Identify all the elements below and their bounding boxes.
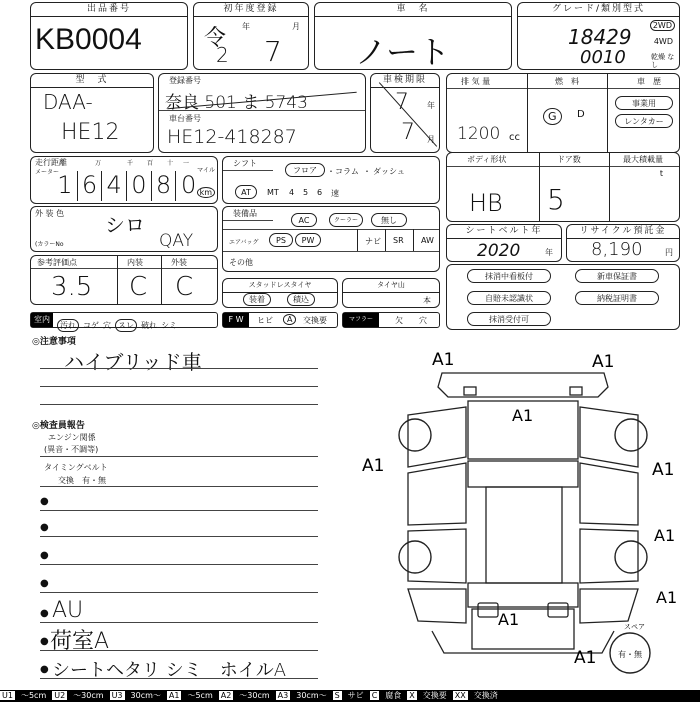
doors-value: 5 xyxy=(547,183,565,216)
interior-grade-label: 内装 xyxy=(127,258,143,267)
equip-airbag: エアバッグ xyxy=(229,239,259,246)
inspection-month: 7 xyxy=(401,120,415,145)
reg-no-box xyxy=(158,73,366,153)
fw-item-1: ヒビ xyxy=(257,316,273,325)
diagram-mark-2: A1 xyxy=(592,352,615,372)
mileage-digit: 4 xyxy=(102,171,127,201)
diagram-mark-4: A1 xyxy=(362,456,385,476)
grade-box xyxy=(517,2,680,70)
unit-man: 万 xyxy=(95,160,102,167)
gear-5: 5 xyxy=(303,188,309,197)
equip-sr: SR xyxy=(393,236,404,245)
engine-check-sub: (異音・不調等) xyxy=(44,445,99,454)
equipment-box xyxy=(222,206,440,272)
color-code-label: (カラーNo xyxy=(35,241,64,248)
color-box xyxy=(30,206,218,252)
interior-check-item: スレ xyxy=(115,319,137,332)
grade-value: 18429 xyxy=(568,25,632,49)
grades-box xyxy=(30,255,218,305)
inspector-line-3: シートヘタリ シミ ホイルA xyxy=(52,660,287,681)
diagram-mark-3: A1 xyxy=(512,406,534,425)
belt-sub: 交換 有・無 xyxy=(58,476,106,485)
legend-code: S xyxy=(334,691,340,700)
diagram-mark-5: A1 xyxy=(652,460,675,480)
shift-floor: フロア xyxy=(285,163,325,177)
equip-cooler: クーラー xyxy=(329,213,363,227)
overall-grade-label: 参考評価点 xyxy=(37,258,77,267)
fuel-label: 燃 料 xyxy=(555,77,579,86)
recycle-value: 8,190 xyxy=(591,239,643,260)
equip-pw: PW xyxy=(295,233,321,247)
mileage-digit: 6 xyxy=(78,171,103,201)
interior-check-items xyxy=(57,313,215,330)
fw-item-3: 交換要 xyxy=(303,316,327,325)
legend-code: U3 xyxy=(111,691,123,700)
chassis-value: HE12-418287 xyxy=(167,126,297,148)
exterior-grade-value: C xyxy=(175,272,194,302)
recycle-label: リサイクル預託金 xyxy=(567,225,679,239)
mileage-digit: 0 xyxy=(181,171,197,199)
model-name: ノート xyxy=(355,33,451,71)
equipment-label: 装備品 xyxy=(233,209,257,218)
doc-item-2: 新車保証書 xyxy=(575,269,659,283)
mileage-digit: 1 xyxy=(53,171,78,201)
first-reg-year: 2 xyxy=(216,43,229,67)
color-code-value: QAY xyxy=(159,231,194,251)
capacity-label: 最大積載量 xyxy=(623,155,663,164)
legend-desc: 〜5cm xyxy=(187,691,213,700)
lot-number: KB0004 xyxy=(35,23,142,56)
spare-value: 有・無 xyxy=(618,650,642,659)
legend-code: A3 xyxy=(277,691,289,700)
type-value-1: DAA- xyxy=(43,90,93,114)
first-reg-month: 7 xyxy=(264,35,282,68)
legend-code: U1 xyxy=(2,691,13,700)
type-value-2: HE12 xyxy=(61,120,120,145)
legend-code: X xyxy=(409,691,415,700)
mileage-digit: 8 xyxy=(152,171,177,201)
diagram-mark-8: A1 xyxy=(498,610,520,629)
reg-no-label: 登録番号 xyxy=(169,76,201,85)
fuel-d: D xyxy=(577,109,585,120)
first-reg-era: 令 xyxy=(204,26,227,51)
mileage-label: 走行距離 xyxy=(35,158,67,167)
tire-depth-label: タイヤ山 xyxy=(343,279,439,293)
documents-box xyxy=(446,264,680,330)
legend-code: A2 xyxy=(220,691,232,700)
history-business: 事業用 xyxy=(615,96,673,110)
shift-mt: MT xyxy=(267,188,279,197)
chassis-label: 車台番号 xyxy=(169,114,201,123)
first-reg-label: 初年度登録 xyxy=(194,3,308,17)
notes-line-1: ハイブリッド車 xyxy=(64,350,202,374)
interior-check-item: 破れ xyxy=(141,321,157,330)
history-rental: レンタカー xyxy=(615,114,673,128)
muffler-label: マフラー xyxy=(343,313,379,327)
fw-check-box xyxy=(222,312,338,328)
equip-none: 無し xyxy=(371,213,407,227)
doc-item-5: 抹消受付可 xyxy=(467,312,551,326)
interior-check-box xyxy=(30,312,218,328)
equip-other-label: その他 xyxy=(229,258,253,267)
inspection-year: 7 xyxy=(395,90,409,115)
equip-aw: AW xyxy=(421,236,434,245)
legend-desc: 30cm〜 xyxy=(296,691,327,700)
seatbelt-label: シートベルト年 xyxy=(447,225,561,239)
legend-code: A1 xyxy=(168,691,180,700)
type-label: 型 式 xyxy=(31,74,153,88)
fuel-g: G xyxy=(543,108,562,125)
shift-dash: ダッシュ xyxy=(373,167,405,176)
drive-4wd: 4WD xyxy=(653,37,673,46)
mileage-box xyxy=(30,156,218,204)
color-label: 外 装 色 xyxy=(35,209,65,218)
model-name-label: 車 名 xyxy=(315,3,511,17)
legend-desc: 〜30cm xyxy=(73,691,104,700)
interior-check-item: 穴 xyxy=(103,321,111,330)
inspector-line-1: AU xyxy=(52,598,84,623)
legend-desc: 〜30cm xyxy=(239,691,270,700)
exterior-grade-label: 外装 xyxy=(171,258,187,267)
capacity-unit: t xyxy=(659,169,663,178)
interior-grade-value: C xyxy=(129,272,148,302)
diagram-mark-6: A1 xyxy=(654,526,676,545)
studless-label: スタッドレスタイヤ xyxy=(223,279,337,293)
equip-navi: ナビ xyxy=(365,237,381,246)
inspection-label: 車検期限 xyxy=(371,74,439,88)
damage-legend xyxy=(0,690,700,702)
diagram-mark-7: A1 xyxy=(656,588,678,607)
seatbelt-box xyxy=(446,224,562,262)
displacement-unit: cc xyxy=(509,132,520,143)
legend-desc: 腐食 xyxy=(385,691,402,700)
model-name-box xyxy=(314,2,512,70)
inspector-label: ◎検査員報告 xyxy=(32,421,85,431)
notes-label: ◎注意事項 xyxy=(32,337,76,347)
inspection-month-unit: 月 xyxy=(427,135,435,144)
legend-desc: 30cm〜 xyxy=(130,691,161,700)
belt-label: タイミングベルト xyxy=(44,463,108,472)
overall-grade-value: 3.5 xyxy=(51,272,93,302)
fw-check-label: F W xyxy=(223,313,249,327)
gear-4: 4 xyxy=(289,188,295,197)
reg-no-value: 奈良 501 ま 5743 xyxy=(165,93,308,113)
studless-mounted: 装着 xyxy=(243,293,271,306)
body-shape-value: HB xyxy=(469,189,503,217)
gear-6: 6 xyxy=(317,188,323,197)
gear-speed: 速 xyxy=(331,189,339,198)
first-reg-box: 初年度登録 令 2 7 年 月 xyxy=(193,2,309,70)
studless-loaded: 積込 xyxy=(287,293,315,306)
diagram-mark-9: A1 xyxy=(574,648,597,668)
fw-item-2: A xyxy=(283,314,296,325)
body-shape-label: ボディ形状 xyxy=(467,155,507,164)
engine-box xyxy=(446,73,680,153)
km-label: km xyxy=(197,187,215,198)
grade-label: グレード/類別型式 xyxy=(518,3,679,17)
interior-check-item: 汚れ xyxy=(57,319,79,332)
unit-juu: 十 xyxy=(167,160,174,167)
doc-item-4: 納税証明書 xyxy=(575,291,659,305)
shift-at: AT xyxy=(235,185,257,199)
doc-item-1: 抹消中看板付 xyxy=(467,269,551,283)
type-box xyxy=(30,73,154,153)
equip-ps: PS xyxy=(269,233,293,247)
recycle-unit: 円 xyxy=(665,248,673,257)
tire-depth-unit: 本 xyxy=(423,296,431,305)
history-label: 車 歴 xyxy=(637,77,661,86)
body-box xyxy=(446,152,680,222)
shift-box: シフト フロア ・ コラム ・ ダッシュ AT MT 4 5 6 速 xyxy=(222,156,440,204)
seatbelt-value: 2020 xyxy=(477,241,521,261)
drive-none: 乾燥 なし xyxy=(651,53,675,69)
mileage-digit: 0 xyxy=(127,171,152,201)
equip-ac: AC xyxy=(291,213,317,227)
doc-item-3: 自賠未認識状 xyxy=(467,291,551,305)
drive-2wd: 2WD xyxy=(650,20,675,31)
recycle-box xyxy=(566,224,680,262)
diagram-mark-1: A1 xyxy=(432,350,455,370)
unit-sen: 千 xyxy=(127,160,134,167)
engine-check-label: エンジン関係 xyxy=(48,433,96,442)
inspection-year-unit: 年 xyxy=(427,101,435,110)
doors-label: ドア数 xyxy=(557,155,581,164)
legend-desc: サビ xyxy=(347,691,364,700)
interior-check-item: シミ xyxy=(161,321,177,330)
legend-code: XX xyxy=(454,691,466,700)
grade-value-2: 0010 xyxy=(580,47,626,68)
seatbelt-unit: 年 xyxy=(545,248,553,257)
studless-box xyxy=(222,278,338,308)
lot-label: 出品番号 xyxy=(31,3,187,17)
muffler-box xyxy=(342,312,440,328)
tire-depth-box xyxy=(342,278,440,308)
spare-label: スペア xyxy=(624,623,645,631)
legend-desc: 交換要 xyxy=(422,691,447,700)
shift-label: シフト xyxy=(233,159,257,168)
displacement-label: 排 気 量 xyxy=(461,77,491,86)
legend-code: C xyxy=(371,691,378,700)
legend-desc: 〜5cm xyxy=(20,691,47,700)
interior-check-item: コゲ xyxy=(83,321,99,330)
shift-column: コラム xyxy=(335,167,359,176)
meter-label: メーター xyxy=(35,169,60,176)
inspector-line-2: 荷室A xyxy=(50,629,110,654)
inspection-box xyxy=(370,73,440,153)
unit-ichi: 一 xyxy=(183,160,190,167)
muffler-item-1: 欠 xyxy=(395,316,403,325)
mile-label: マイル xyxy=(197,167,215,174)
muffler-item-2: 穴 xyxy=(419,316,427,325)
legend-code: U2 xyxy=(54,691,66,700)
lot-box xyxy=(30,2,188,70)
unit-hyaku: 百 xyxy=(147,160,154,167)
legend-desc: 交換済 xyxy=(473,691,498,700)
displacement-value: 1200 xyxy=(457,124,501,144)
interior-check-label: 室内 xyxy=(31,313,53,327)
car-damage-diagram xyxy=(360,345,690,685)
mileage-digits xyxy=(53,171,201,203)
color-value: シロ xyxy=(105,213,145,237)
